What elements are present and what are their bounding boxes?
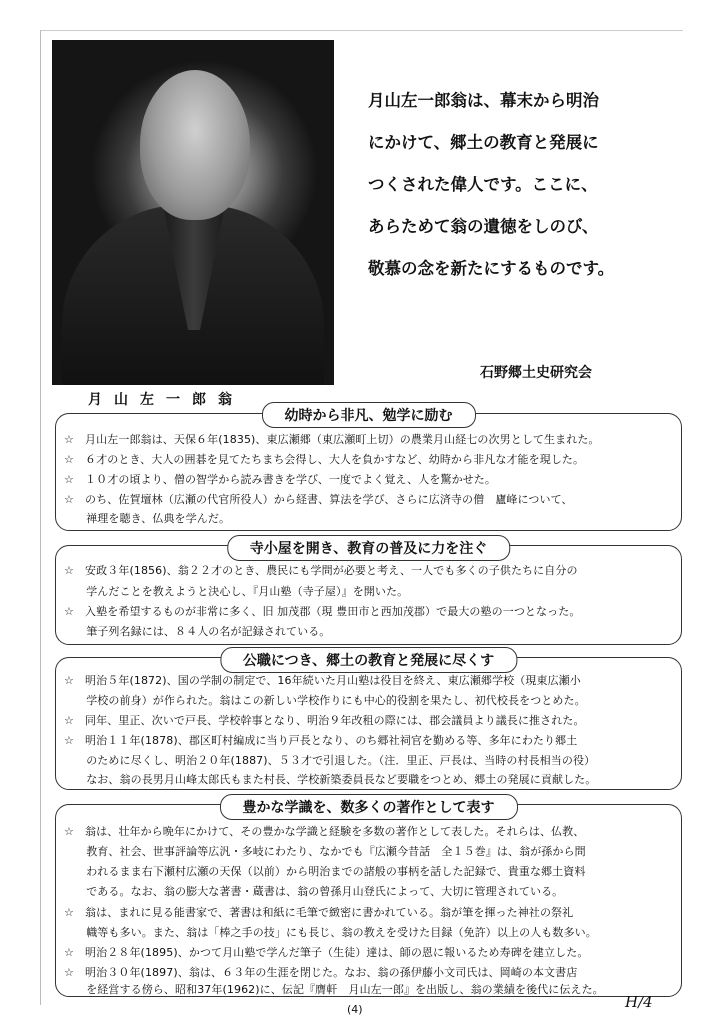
section-line: 幟等も多い。また、翁は「棒之手の技」にも長じ、翁の教えを受けた目録（免許）以上の人も数多い。 [64,926,597,939]
section-line: われるまま右下瀬村広瀬の天保（以前）から明治までの諸般の事柄を話した記録で、貴重な郷土資料 [64,865,586,878]
section-line: ☆ 明治５年(1872)、国の学制の制定で、16年続いた月山塾は役目を終え、東広瀬郷学校（現東広瀬小 [64,674,581,687]
portrait-photo [52,40,334,385]
section-line: ☆ 翁は、まれに見る能書家で、著書は和紙に毛筆で緻密に書かれている。翁が筆を揮った神社の祭礼 [64,906,574,919]
intro-line: つくされた偉人です。ここに、 [368,175,598,194]
section-title: 豊かな学識を、数多くの著作として表す [220,794,518,820]
section-line: 学校の前身）が作られた。翁はこの新しい学校作りにも中心的役割を果たし、初代校長をつとめた。 [64,694,586,707]
intro-line: 敬慕の念を新たにするものです。 [368,259,615,278]
section-line: ☆ 翁は、壮年から晩年にかけて、その豊かな学識と経験を多数の著作として表した。それらは、仏教、 [64,825,585,838]
section-line: ☆ 同年、里正、次いで戸長、学校幹事となり、明治９年改租の際には、郡会議員より議長に推された。 [64,714,585,727]
section-line: のために尽くし、明治２０年(1887)、５３才で引退した。（注．里正、戸長は、当時の村長相当の役） [64,754,596,767]
section-public-office [55,653,682,790]
intro-line: あらためて翁の遺徳をしのび、 [368,217,599,236]
portrait-caption: 月山左一郎翁 [88,392,244,408]
section-line: 筆子列名録には、８４人の名が記録されている。 [64,625,331,638]
section-title: 公職につき、郷土の教育と発展に尽くす [220,647,517,673]
section-line: ☆ のち、佐賀壇林（広瀬の代官所役人）から経書、算法を学び、さらに広済寺の僧 廬峰について、 [64,493,573,506]
section-line: ☆ ６才のとき、大人の囲碁を見てたちまち会得し、大人を負かすなど、幼時から非凡な才能を現した。 [64,453,585,466]
section-writings [55,800,682,997]
intro-text [368,80,668,290]
handwritten-mark: H/4 [625,993,653,1011]
intro-line: にかけて、郷土の教育と発展に [368,133,599,152]
section-line: ☆ 明治３０年(1897)、翁は、６３年の生涯を閉じた。なお、翁の孫伊藤小文司氏は、岡崎の本文書店 [64,966,578,979]
section-terakoya [55,541,682,645]
society-name: 石野郷土史研究会 [480,365,592,381]
page-number: (4) [347,1003,363,1016]
section-line: なお、翁の長男月山峰太郎氏もまた村長、学校新築委員長など要職をつとめ、郷土の発展に貢献した。 [64,773,597,786]
section-childhood [55,408,682,531]
section-line: 禅理を聴き、仏典を学んだ。 [64,512,231,525]
section-line: ☆ 入塾を希望するものが非常に多く、旧 加茂郡（現 豊田市と西加茂郡）で最大の塾の一つとなった。 [64,605,581,618]
portrait-head [140,70,250,220]
section-line: を経営する傍ら、昭和37年(1962)に、伝記『膺軒 月山左一郎』を出版し、翁の業績を後代に伝えた。 [64,983,604,996]
section-title: 幼時から非凡、勉学に励む [262,402,476,428]
section-line: ☆ 明治１１年(1878)、郡区町村編成に当り戸長となり、のち郷社祠官を勤める等、多年にわたり郷土 [64,734,578,747]
section-line: 教育、社会、世事評論等広汎・多岐にわたり、なかでも『広瀬今昔話 全１５巻』は、翁が孫から問 [64,845,586,858]
section-line: ☆ 明治２８年(1895)、かつて月山塾で学んだ筆子（生徒）達は、師の恩に報いるため寿碑を建立した。 [64,946,589,959]
section-line: 学んだことを教えようと決心し、『月山塾（寺子屋）』を開いた。 [64,585,409,598]
section-line: ☆ 安政３年(1856)、翁２２才のとき、農民にも学問が必要と考え、一人でも多くの子供たちに自分の [64,564,578,577]
intro-line: 月山左一郎翁は、幕末から明治 [368,91,599,110]
section-line: ☆ 月山左一郎翁は、天保６年(1835)、東広瀬郷（東広瀬町上切）の農業月山経七の次男として生まれた。 [64,433,600,446]
section-title: 寺小屋を開き、教育の普及に力を注ぐ [227,535,510,561]
section-line: である。なお、翁の膨大な著書・蔵書は、翁の曾孫月山登氏によって、大切に管理されている。 [64,885,564,898]
section-line: ☆ １０才の頃より、僧の智学から読み書きを学び、一度でよく覚え、人を驚かせた。 [64,473,496,486]
